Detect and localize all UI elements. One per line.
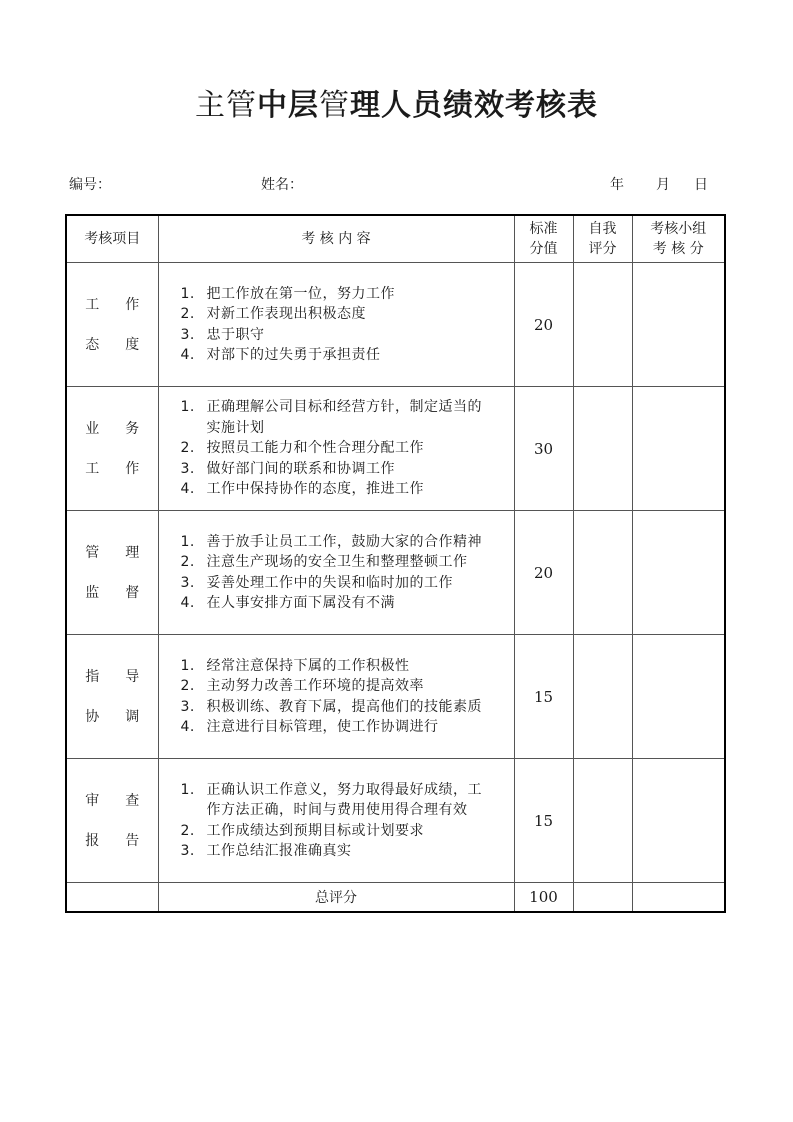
criteria-number: 4. [180,481,195,498]
total-self-score-cell[interactable] [573,883,632,913]
criteria-item [159,676,510,697]
criteria-item [159,532,510,553]
section-item-char: 作 [125,296,140,313]
title-part: 主管 [195,88,257,123]
col-group-line2: 考 核 分 [652,241,704,257]
criteria-text: 善于放手让员工工作，鼓励大家的合作精神 [206,533,482,550]
criteria-number: 4. [180,347,195,363]
section-item-line [85,419,139,439]
criteria-number: 3. [180,698,195,715]
criteria-item [159,717,510,738]
section-item-char: 监 [85,584,100,601]
section-item-char: 审 [85,792,100,809]
section-item-line [85,667,139,687]
day-label: 日 [694,177,708,193]
criteria-number: 3. [180,574,195,591]
standard-score: 30 [514,387,573,511]
standard-score: 20 [514,511,573,635]
section-item [66,387,158,511]
month-label: 月 [656,177,670,193]
col-self-line1: 自我 [588,221,617,237]
section-content [158,511,514,635]
criteria-list [159,532,514,614]
section-item [66,263,158,387]
name-label: 姓名： [261,177,303,193]
criteria-item [159,552,510,573]
standard-score: 15 [514,635,573,759]
group-score-cell[interactable] [632,635,725,759]
col-standard-header [514,215,573,263]
col-self-line2: 评分 [588,241,617,257]
section-item-char: 业 [85,420,100,437]
self-score-cell[interactable] [573,759,632,883]
criteria-text: 注意生产现场的安全卫生和整理整顿工作 [206,554,468,570]
criteria-item [159,397,510,418]
criteria-item [159,593,510,614]
section-item-char: 调 [125,708,140,725]
section-row [66,387,725,511]
criteria-text: 作方法正确，时间与费用使用得合理有效 [206,802,468,818]
criteria-number: 3. [180,460,195,477]
criteria-number: 2. [180,306,195,322]
col-content-header: 考 核 内 容 [158,215,514,263]
criteria-number: 2. [180,822,195,839]
section-item-line [85,295,139,315]
criteria-item [159,459,510,480]
section-row [66,635,725,759]
criteria-number: 1. [180,781,195,798]
col-group-header [632,215,725,263]
criteria-item [159,697,510,718]
criteria-text: 对新工作表现出积极态度 [206,306,366,322]
section-row [66,511,725,635]
section-item-char: 督 [125,584,140,601]
section-item-char: 理 [125,544,140,561]
criteria-item [159,325,510,346]
criteria-item [159,780,510,801]
section-content [158,387,514,511]
criteria-number: 4. [180,595,195,611]
criteria-item [159,418,510,439]
criteria-text: 按照员工能力和个性合理分配工作 [206,440,424,457]
title-part: 中层 [257,88,319,123]
self-score-cell[interactable] [573,263,632,387]
criteria-text: 正确认识工作意义，努力取得最好成绩，工 [206,781,482,798]
criteria-list [159,780,514,862]
group-score-cell[interactable] [632,263,725,387]
section-item-char: 协 [85,708,100,725]
criteria-number: 1. [180,533,195,550]
total-blank-cell [66,883,158,913]
criteria-text: 妥善处理工作中的失误和临时加的工作 [206,574,453,591]
criteria-number: 1. [180,285,195,302]
criteria-item [159,438,510,459]
self-score-cell[interactable] [573,387,632,511]
section-row [66,759,725,883]
criteria-number: 4. [180,719,195,735]
total-group-score-cell[interactable] [632,883,725,913]
section-item [66,635,158,759]
section-item-char: 度 [125,336,140,353]
group-score-cell[interactable] [632,511,725,635]
page-title [0,80,793,124]
criteria-item [159,656,510,677]
criteria-text: 做好部门间的联系和协调工作 [206,460,395,477]
col-self-header [573,215,632,263]
section-item-line [85,543,139,563]
section-row [66,263,725,387]
criteria-item [159,345,510,366]
criteria-number: 3. [180,326,195,343]
section-content [158,263,514,387]
criteria-text: 注意进行目标管理，使工作协调进行 [206,719,439,735]
year-label: 年 [610,177,624,193]
section-item-char: 导 [125,668,140,685]
section-item-char: 管 [85,544,100,561]
section-content [158,635,514,759]
criteria-number: 3. [180,843,195,859]
section-item [66,759,158,883]
group-score-cell[interactable] [632,387,725,511]
total-label: 总评分 [158,883,514,913]
section-item-line [85,335,139,355]
criteria-item [159,304,510,325]
section-item-char: 报 [85,832,100,849]
group-score-cell[interactable] [632,759,725,883]
section-item-char: 作 [125,460,140,477]
section-item-char: 态 [85,336,100,353]
criteria-text: 主动努力改善工作环境的提高效率 [206,678,424,694]
criteria-text: 工作中保持协作的态度，推进工作 [206,481,424,498]
section-item-char: 工 [85,296,100,313]
criteria-number: 2. [180,440,195,457]
criteria-item [159,479,510,500]
criteria-item [159,573,510,594]
criteria-text: 积极训练、教育下属，提高他们的技能素质 [206,698,482,715]
col-item-header: 考核项目 [66,215,158,263]
criteria-text: 把工作放在第一位，努力工作 [206,285,395,302]
section-item-line [85,707,139,727]
section-item-line [85,583,139,603]
criteria-item [159,284,510,305]
criteria-text: 忠于职守 [206,326,265,343]
criteria-list [159,656,514,738]
criteria-number: 2. [180,678,195,694]
criteria-item [159,821,510,842]
section-item-char: 务 [125,420,140,437]
section-item [66,511,158,635]
section-content [158,759,514,883]
standard-score: 20 [514,263,573,387]
total-score: 100 [514,883,573,913]
criteria-text: 对部下的过失勇于承担责任 [206,347,381,363]
section-item-char: 查 [125,792,140,809]
self-score-cell[interactable] [573,635,632,759]
section-item-line [85,459,139,479]
section-item-line [85,831,139,851]
section-item-char: 指 [85,668,100,685]
col-standard-line1: 标准 [529,221,558,237]
section-item-line [85,791,139,811]
number-label: 编号： [69,177,111,193]
title-part: 管 [319,88,350,123]
criteria-item [159,800,510,821]
table-header-row [66,215,725,263]
criteria-text: 工作成绩达到预期目标或计划要求 [206,822,424,839]
criteria-text: 正确理解公司目标和经营方针，制定适当的 [206,399,482,416]
standard-score: 15 [514,759,573,883]
criteria-list [159,284,514,366]
criteria-number: 2. [180,554,195,570]
self-score-cell[interactable] [573,511,632,635]
evaluation-table [65,214,726,913]
criteria-item [159,841,510,862]
criteria-text: 实施计划 [206,419,265,436]
criteria-number: 1. [180,657,195,674]
col-standard-line2: 分值 [529,241,558,257]
total-row [66,883,725,913]
title-part: 理人员绩效考核表 [350,88,598,123]
section-item-char: 工 [85,460,100,477]
criteria-number: 1. [180,399,195,416]
criteria-text: 经常注意保持下属的工作积极性 [206,657,410,674]
criteria-text: 在人事安排方面下属没有不满 [206,595,395,611]
criteria-text: 工作总结汇报准确真实 [206,843,352,859]
col-group-line1: 考核小组 [650,221,707,237]
criteria-list [159,397,514,500]
section-item-char: 告 [125,832,140,849]
